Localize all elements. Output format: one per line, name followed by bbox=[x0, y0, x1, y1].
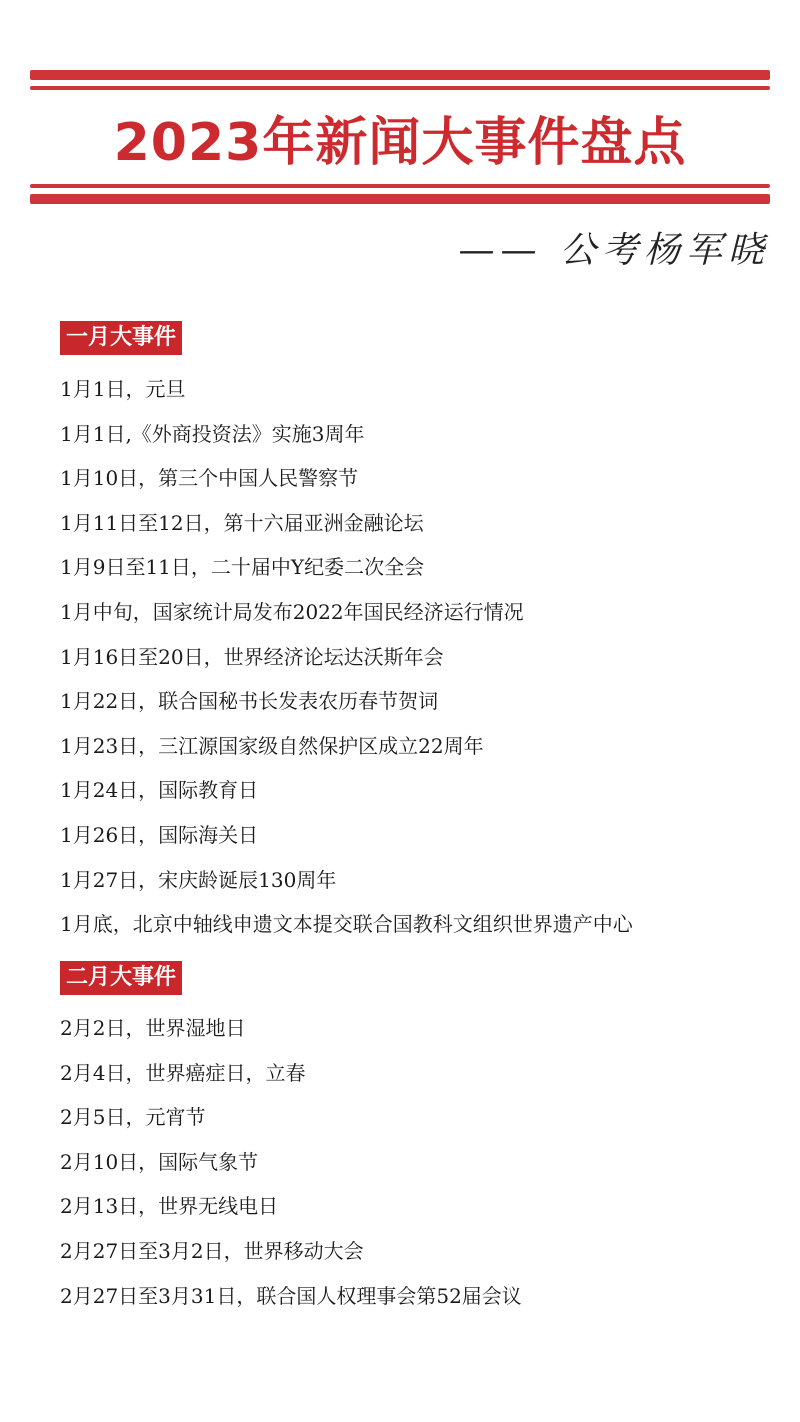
list-item: 2月10日，国际气象节 bbox=[60, 1149, 259, 1174]
list-item: 1月底，北京中轴线申遗文本提交联合国教科文组织世界遗产中心 bbox=[60, 912, 633, 937]
header-bottom-bar bbox=[30, 194, 770, 204]
list-item: 1月22日，联合国秘书长发表农历春节贺词 bbox=[60, 689, 439, 714]
list-item: 2月13日，世界无线电日 bbox=[60, 1194, 279, 1219]
event-list-february bbox=[60, 1006, 522, 1318]
list-item: 1月9日至11日，二十届中Y纪委二次全会 bbox=[60, 555, 425, 580]
author-byline: —— 公考杨军晓 bbox=[458, 230, 770, 271]
list-item: 1月16日至20日，世界经济论坛达沃斯年会 bbox=[60, 644, 444, 669]
list-item: 1月11日至12日，第十六届亚洲金融论坛 bbox=[60, 510, 424, 535]
page-title: 2023年新闻大事件盘点 bbox=[113, 113, 687, 173]
section-heading-january: 一月大事件 bbox=[60, 321, 182, 355]
event-list-january bbox=[60, 367, 633, 947]
list-item: 1月23日，三江源国家级自然保护区成立22周年 bbox=[60, 733, 484, 758]
list-item: 1月1日,《外商投资法》实施3周年 bbox=[60, 421, 365, 446]
list-item: 1月1日，元旦 bbox=[60, 377, 186, 401]
header-bottom-line bbox=[30, 184, 770, 188]
list-item: 2月27日至3月2日，世界移动大会 bbox=[60, 1238, 364, 1263]
list-item: 1月中旬，国家统计局发布2022年国民经济运行情况 bbox=[60, 599, 524, 624]
list-item: 2月5日，元宵节 bbox=[60, 1105, 206, 1130]
section-heading-february: 二月大事件 bbox=[60, 961, 182, 995]
list-item: 1月27日，宋庆龄诞辰130周年 bbox=[60, 867, 337, 892]
list-item: 1月26日，国际海关日 bbox=[60, 822, 259, 847]
header-top-bar bbox=[30, 70, 770, 80]
list-item: 1月10日，第三个中国人民警察节 bbox=[60, 466, 359, 491]
list-item: 1月24日，国际教育日 bbox=[60, 778, 259, 803]
header-top-line bbox=[30, 86, 770, 90]
list-item: 2月27日至3月31日，联合国人权理事会第52届会议 bbox=[60, 1283, 522, 1308]
list-item: 2月4日，世界癌症日，立春 bbox=[60, 1060, 306, 1085]
list-item: 2月2日，世界湿地日 bbox=[60, 1016, 246, 1040]
